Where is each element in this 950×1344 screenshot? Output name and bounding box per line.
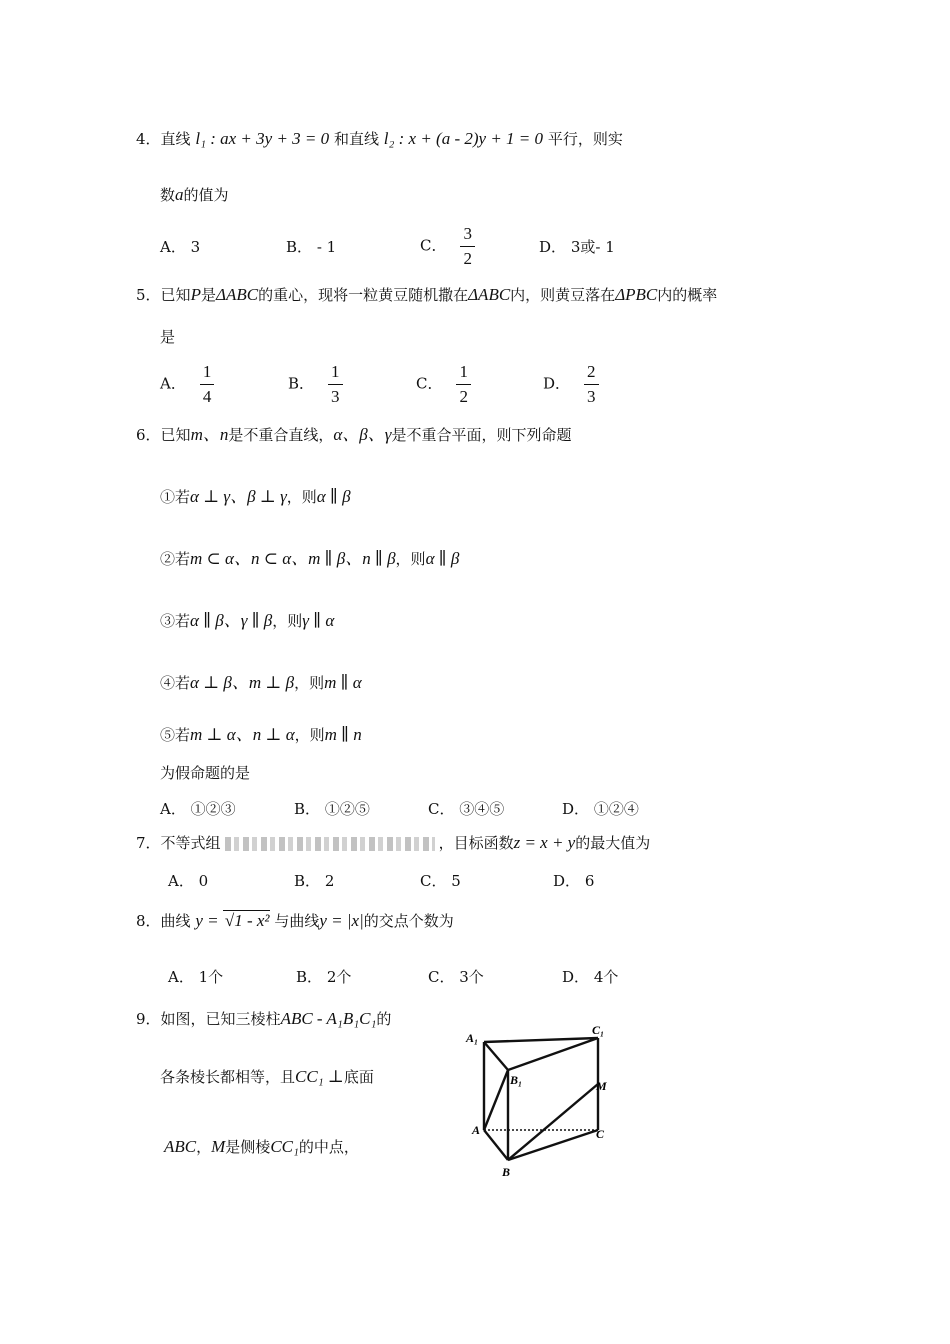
- fraction: $\frac{1}{3}$: [328, 362, 343, 407]
- q8-option-a[interactable]: A． 1个: [168, 968, 224, 986]
- q6-option-a[interactable]: A． ①②③: [160, 800, 236, 818]
- q8-option-c[interactable]: C． 3个: [428, 968, 484, 986]
- q8-option-b[interactable]: B． 2个: [296, 968, 352, 986]
- q6-option-b[interactable]: B． ①②⑤: [294, 800, 370, 818]
- edge-a1-c1: [484, 1038, 598, 1042]
- q7-option-c[interactable]: C． 5: [420, 872, 461, 890]
- q7-option-d[interactable]: D． 6: [553, 872, 595, 890]
- q6-stem: 6．已知m、n是不重合直线，α、β、γ是不重合平面，则下列命题: [136, 425, 572, 444]
- edge-b1-c1: [508, 1038, 598, 1070]
- q6-prop-1: ①若α ⊥ γ、β ⊥ γ，则α ∥ β: [160, 487, 351, 506]
- q5-stem: 5．已知P是ΔABC的重心，现将一粒黄豆随机撒在ΔABC内，则黄豆落在ΔPBC内的概率: [136, 285, 718, 304]
- label-a: A: [472, 1123, 481, 1137]
- q7-stem: 7．不等式组 ，目标函数z = x + y的最大值为: [136, 833, 651, 852]
- q6-prop-5: ⑤若m ⊥ α、n ⊥ α，则m ∥ n: [160, 725, 362, 744]
- label-m: M: [596, 1079, 607, 1093]
- q6-option-c[interactable]: C． ③④⑤: [428, 800, 505, 818]
- label-c: C: [596, 1127, 605, 1141]
- q5-option-d[interactable]: D． $\frac{2}{3}$: [543, 362, 599, 407]
- label-a1: A₁: [466, 1031, 479, 1045]
- fraction: $\frac{2}{3}$: [584, 362, 599, 407]
- q4-option-b[interactable]: B． - 1: [286, 238, 337, 256]
- label-b1: B₁: [510, 1073, 523, 1087]
- q6-prop-2: ②若m ⊂ α、n ⊂ α、m ∥ β、n ∥ β，则α ∥ β: [160, 549, 460, 568]
- q5-option-a[interactable]: A． $\frac{1}{4}$: [160, 362, 214, 407]
- edge-b-m: [508, 1084, 598, 1160]
- q4-option-a[interactable]: A． 3: [160, 238, 201, 256]
- fraction: $\frac{1}{2}$: [456, 362, 471, 407]
- q6-prop-3: ③若α ∥ β、γ ∥ β，则γ ∥ α: [160, 611, 335, 630]
- fraction: $\frac{3}{2}$: [460, 224, 475, 269]
- q4-option-d[interactable]: D． 3或- 1: [539, 238, 615, 256]
- q5-stem-line2: 是: [160, 328, 176, 346]
- edge-a-b: [484, 1130, 508, 1160]
- q7-option-b[interactable]: B． 2: [294, 872, 335, 890]
- q6-option-d[interactable]: D． ①②④: [562, 800, 639, 818]
- q5-option-c[interactable]: C． $\frac{1}{2}$: [416, 362, 471, 407]
- edge-b-c: [508, 1130, 598, 1160]
- q8-option-d[interactable]: D． 4个: [562, 968, 619, 986]
- q6-prop-4: ④若α ⊥ β、m ⊥ β，则m ∥ α: [160, 673, 362, 692]
- q4-option-c[interactable]: C． $\frac{3}{2}$: [420, 224, 475, 269]
- prism-figure: [462, 1020, 622, 1180]
- q7-option-a[interactable]: A． 0: [168, 872, 209, 890]
- edge-a1-b1: [484, 1042, 508, 1070]
- label-c1: C₁: [592, 1023, 605, 1037]
- q9-stem-line3: ABC，M是侧棱CC₁的中点，: [164, 1137, 359, 1156]
- q9-stem: 9．如图，已知三棱柱ABC - A₁B₁C₁的: [136, 1009, 392, 1028]
- q4-stem: 4．直线 l₁ : ax + 3y + 3 = 0 和直线 l₂ : x + (a - 2)y + 1 = 0 平行，则实: [136, 129, 623, 148]
- sqrt-expression: √1 - x²: [224, 911, 270, 930]
- q5-option-b[interactable]: B． $\frac{1}{3}$: [288, 362, 343, 407]
- fraction: $\frac{1}{4}$: [200, 362, 215, 407]
- q8-stem: 8．曲线 y = √1 - x² 与曲线y = |x|的交点个数为: [136, 911, 454, 930]
- q9-stem-line2: 各条棱长都相等，且CC₁ ⊥底面: [160, 1067, 374, 1086]
- q4-stem-line2: 数a的值为: [160, 185, 229, 204]
- q6-tail: 为假命题的是: [160, 764, 251, 782]
- edge-a-b1: [484, 1070, 508, 1130]
- inequality-system-image: [225, 837, 435, 851]
- label-b: B: [502, 1165, 511, 1179]
